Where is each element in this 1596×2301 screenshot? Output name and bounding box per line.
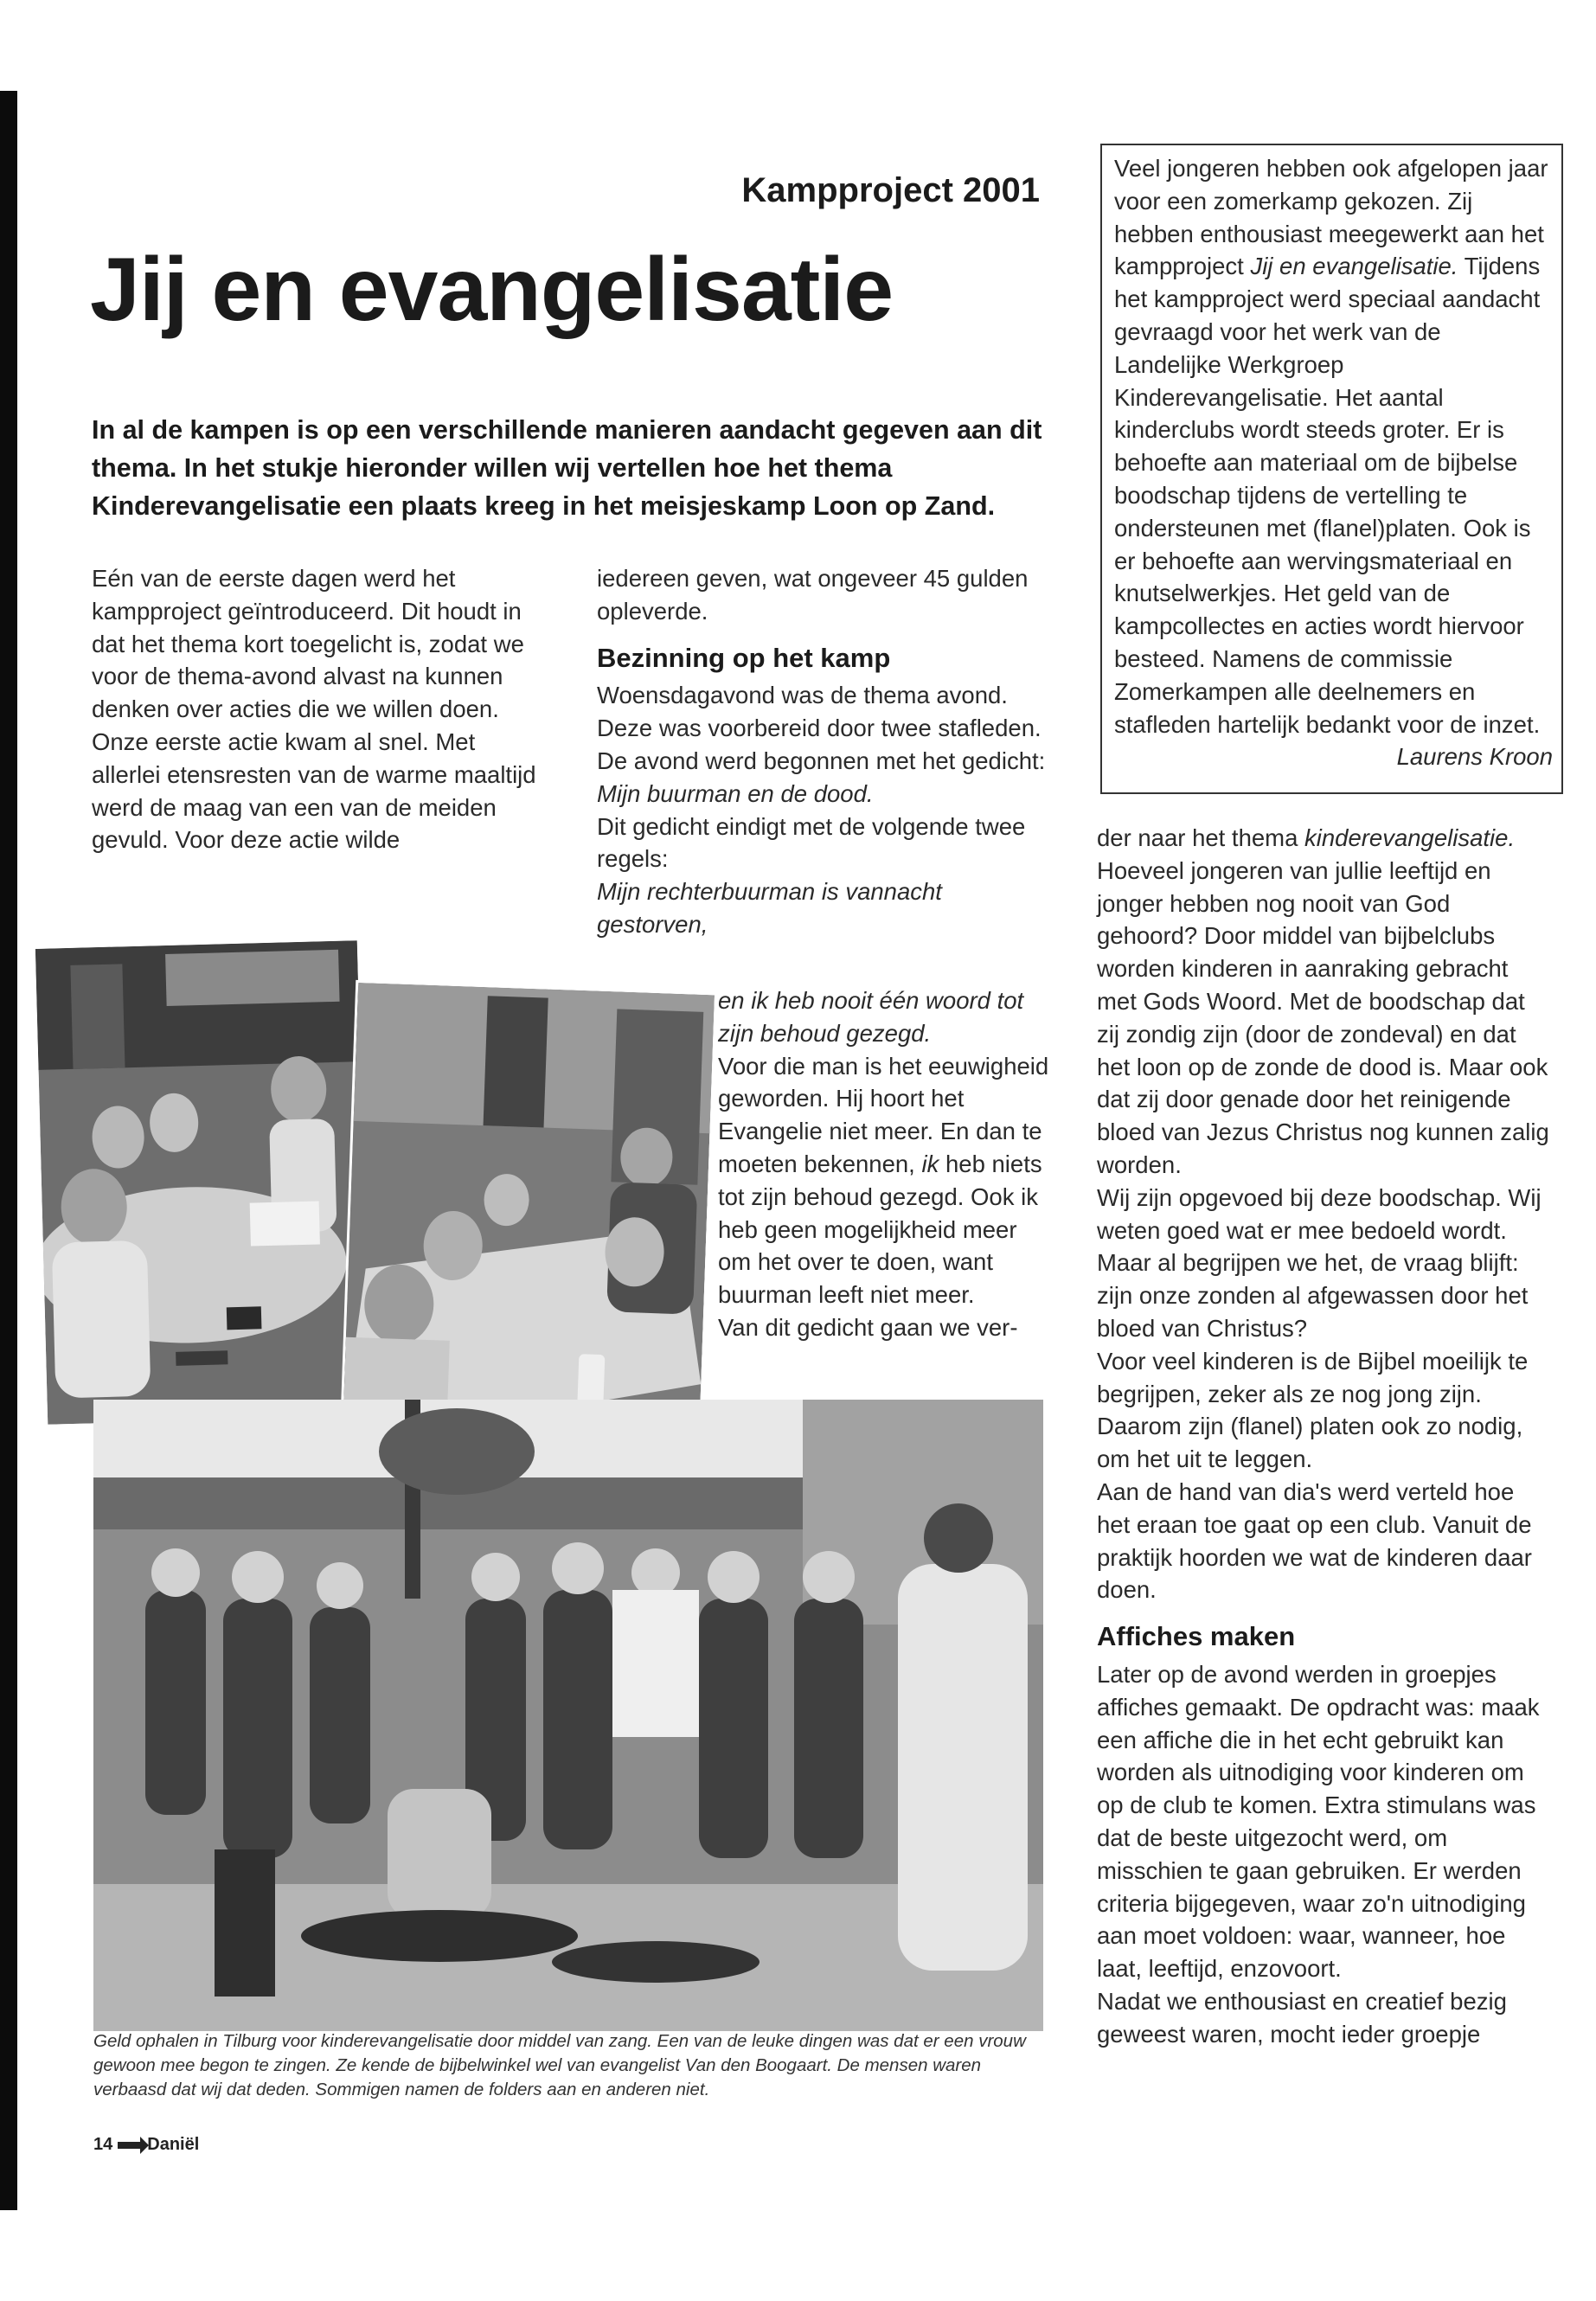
column-1 xyxy=(92,562,542,856)
col1-paragraph-1: Eén van de eerste dagen werd het kampproject geïntroduceerd. Dit houdt in dat het thema kort toegelicht is, zodat we voor de thema-avond alvast na kunnen denken over acties die we willen doen. xyxy=(92,565,524,723)
photo-street-singing xyxy=(93,1400,1043,2031)
poem-quote-1: Mijn rechterbuurman is vannacht gestorven, xyxy=(597,878,942,938)
page-folio xyxy=(93,2135,199,2155)
subheading-affiches: Affiches maken xyxy=(1097,1621,1296,1652)
col3-paragraph-1 xyxy=(1097,822,1551,1182)
col2-paragraph-1: iedereen geven, wat ongeveer 45 gulden opleverde. xyxy=(597,565,1029,625)
col3-paragraph-4: Aan de hand van dia's werd verteld hoe het eraan toe gaat op een club. Vanuit de praktijk hoorden we wat de kinderen daar doen. xyxy=(1097,1477,1532,1604)
col3-paragraph-2: Wij zijn opgevoed bij deze boodschap. Wij weten goed wat er mee bedoeld wordt. Maar al begrijpen we het, de vraag blijft: zijn onze zonden al afgewassen door het bloed van Christus? xyxy=(1097,1183,1542,1342)
sidebar-box xyxy=(1100,144,1563,794)
col2-text: Woensdagavond was de thema avond. Deze was voorbereid door twee stafleden. De avond werd begonnen met het gedicht: xyxy=(597,682,1046,774)
column-2-wrap xyxy=(718,984,1051,1344)
col2-text: Voor die man is het eeuwigheid geworden. Hij hoort het Evangelie niet meer. En dan te moeten bekennen, xyxy=(718,1052,1049,1177)
emphasis-kinderevangelisatie: kinderevangelisatie. xyxy=(1304,824,1516,851)
col3-text: der naar het thema xyxy=(1097,824,1305,851)
sidebar-text xyxy=(1114,152,1553,740)
col3-text: Hoeveel jongeren van jullie leeftijd en jonger hebben nog nooit van God gehoord? Door middel van bijbelclubs worden kinderen in aanraking gebracht met Gods Woord. Met de boodschap dat zij zondig zijn (door de zondeval) en dat het loon op de zonde de dood is. Maar ook dat zij door genade door het reinigende bloed van Jezus Christus nog kunnen zalig worden. xyxy=(1097,856,1549,1178)
poem-quote-2: en ik heb nooit één woord tot zijn behoud gezegd. xyxy=(718,987,1024,1047)
sidebar-project-title: Jij en evangelisatie. xyxy=(1250,253,1458,280)
col3-paragraph-5: Later op de avond werden in groepjes affiches gemaakt. De opdracht was: maak een affiche die in het echt gebruikt kan worden als uitnodiging voor kinderen om op de club te komen. Extra stimulans was dat de beste uitgezocht werd, om misschien te gaan gebruiken. Er werden criteria bijgegeven, waar zo'n uitnodiging aan moet voldoen: waar, wanneer, hoe laat, leeftijd, enzovoort. xyxy=(1097,1660,1540,1983)
col2-text: heb niets tot zijn behoud gezegd. Ook ik heb geen mogelijkheid meer om het over te doen, want buurman leeft niet meer. xyxy=(718,1150,1042,1309)
poem-line-2 xyxy=(718,984,1051,1050)
photo-group-around-table xyxy=(340,980,717,1449)
col2-paragraph-2 xyxy=(597,679,1047,810)
col2-paragraph-5: Van dit gedicht gaan we ver- xyxy=(718,1313,1018,1341)
col2-paragraph-4 xyxy=(718,1050,1051,1311)
col3-paragraph-3: Voor veel kinderen is de Bijbel moeilijk te begrijpen, zeker als ze nog jong zijn. Daarom zijn (flanel) platen ook zo nodig, om het uit te leggen. xyxy=(1097,1347,1529,1473)
photo-girls-at-table xyxy=(35,940,369,1425)
photo-caption: Geld ophalen in Tilburg voor kinderevangelisatie door middel van zang. Een van de leuke dingen was dat er een vrouw gewoon mee begon te zingen. Ze kende de bijbelwinkel wel van evangelist Van den Boogaart. De mensen waren verbaasd dat wij dat deden. Sommigen namen de folders aan en anderen niet. xyxy=(93,2031,1026,2099)
page-edge-shadow xyxy=(0,91,17,2210)
column-3 xyxy=(1097,822,1551,2050)
emphasis-ik: ik xyxy=(921,1150,939,1177)
article-lead: In al de kampen is op een verschillende manieren aandacht gegeven aan dit thema. In het stukje hieronder willen wij vertellen hoe het thema Kinderevangelisatie een plaats kreeg in het meisjeskamp Loon op Zand. xyxy=(92,415,1042,521)
column-2 xyxy=(597,562,1047,941)
poem-title: Mijn buurman en de dood. xyxy=(597,779,874,807)
arrow-right-icon xyxy=(118,2142,142,2149)
col2-paragraph-3: Dit gedicht eindigt met de volgende twee regels: xyxy=(597,812,1026,873)
magazine-name: Daniël xyxy=(147,2135,200,2154)
subheading-bezinning: Bezinning op het kamp xyxy=(597,642,891,673)
article-title: Jij en evangelisatie xyxy=(90,240,894,340)
section-kicker: Kampproject 2001 xyxy=(741,171,1040,209)
col1-paragraph-2: Onze eerste actie kwam al snel. Met allerlei etensresten van de warme maaltijd werd de maag van een van de meiden gevuld. Voor deze actie wilde xyxy=(92,727,536,854)
col3-paragraph-6: Nadat we enthousiast en creatief bezig geweest waren, mocht ieder groepje xyxy=(1097,1987,1507,2048)
sidebar-text-b: Tijdens het kampproject werd speciaal aandacht gevraagd voor het werk van de Landelijke Werkgroep Kinderevangelisatie. Het aantal kinderclubs wordt steeds groter. Er is behoefte aan materiaal om de bijbelse boodschap tijdens de vertelling te ondersteunen met (flanel)platen. Ook is er behoefte aan wervingsmateriaal en knutselwerkjes. Het geld van de kampcollectes en acties wordt hiervoor besteed. Namens de commissie Zomerkampen alle deelnemers en stafleden hartelijk bedankt voor de inzet. xyxy=(1114,253,1541,738)
sidebar-signature: Laurens Kroon xyxy=(1396,743,1553,771)
poem-line-1 xyxy=(597,875,1047,941)
sidebar-text-a: Veel jongeren hebben ook afgelopen jaar voor een zomerkamp gekozen. Zij hebben enthousiast meegewerkt aan het kampproject xyxy=(1114,155,1548,280)
page-number: 14 xyxy=(93,2135,113,2154)
